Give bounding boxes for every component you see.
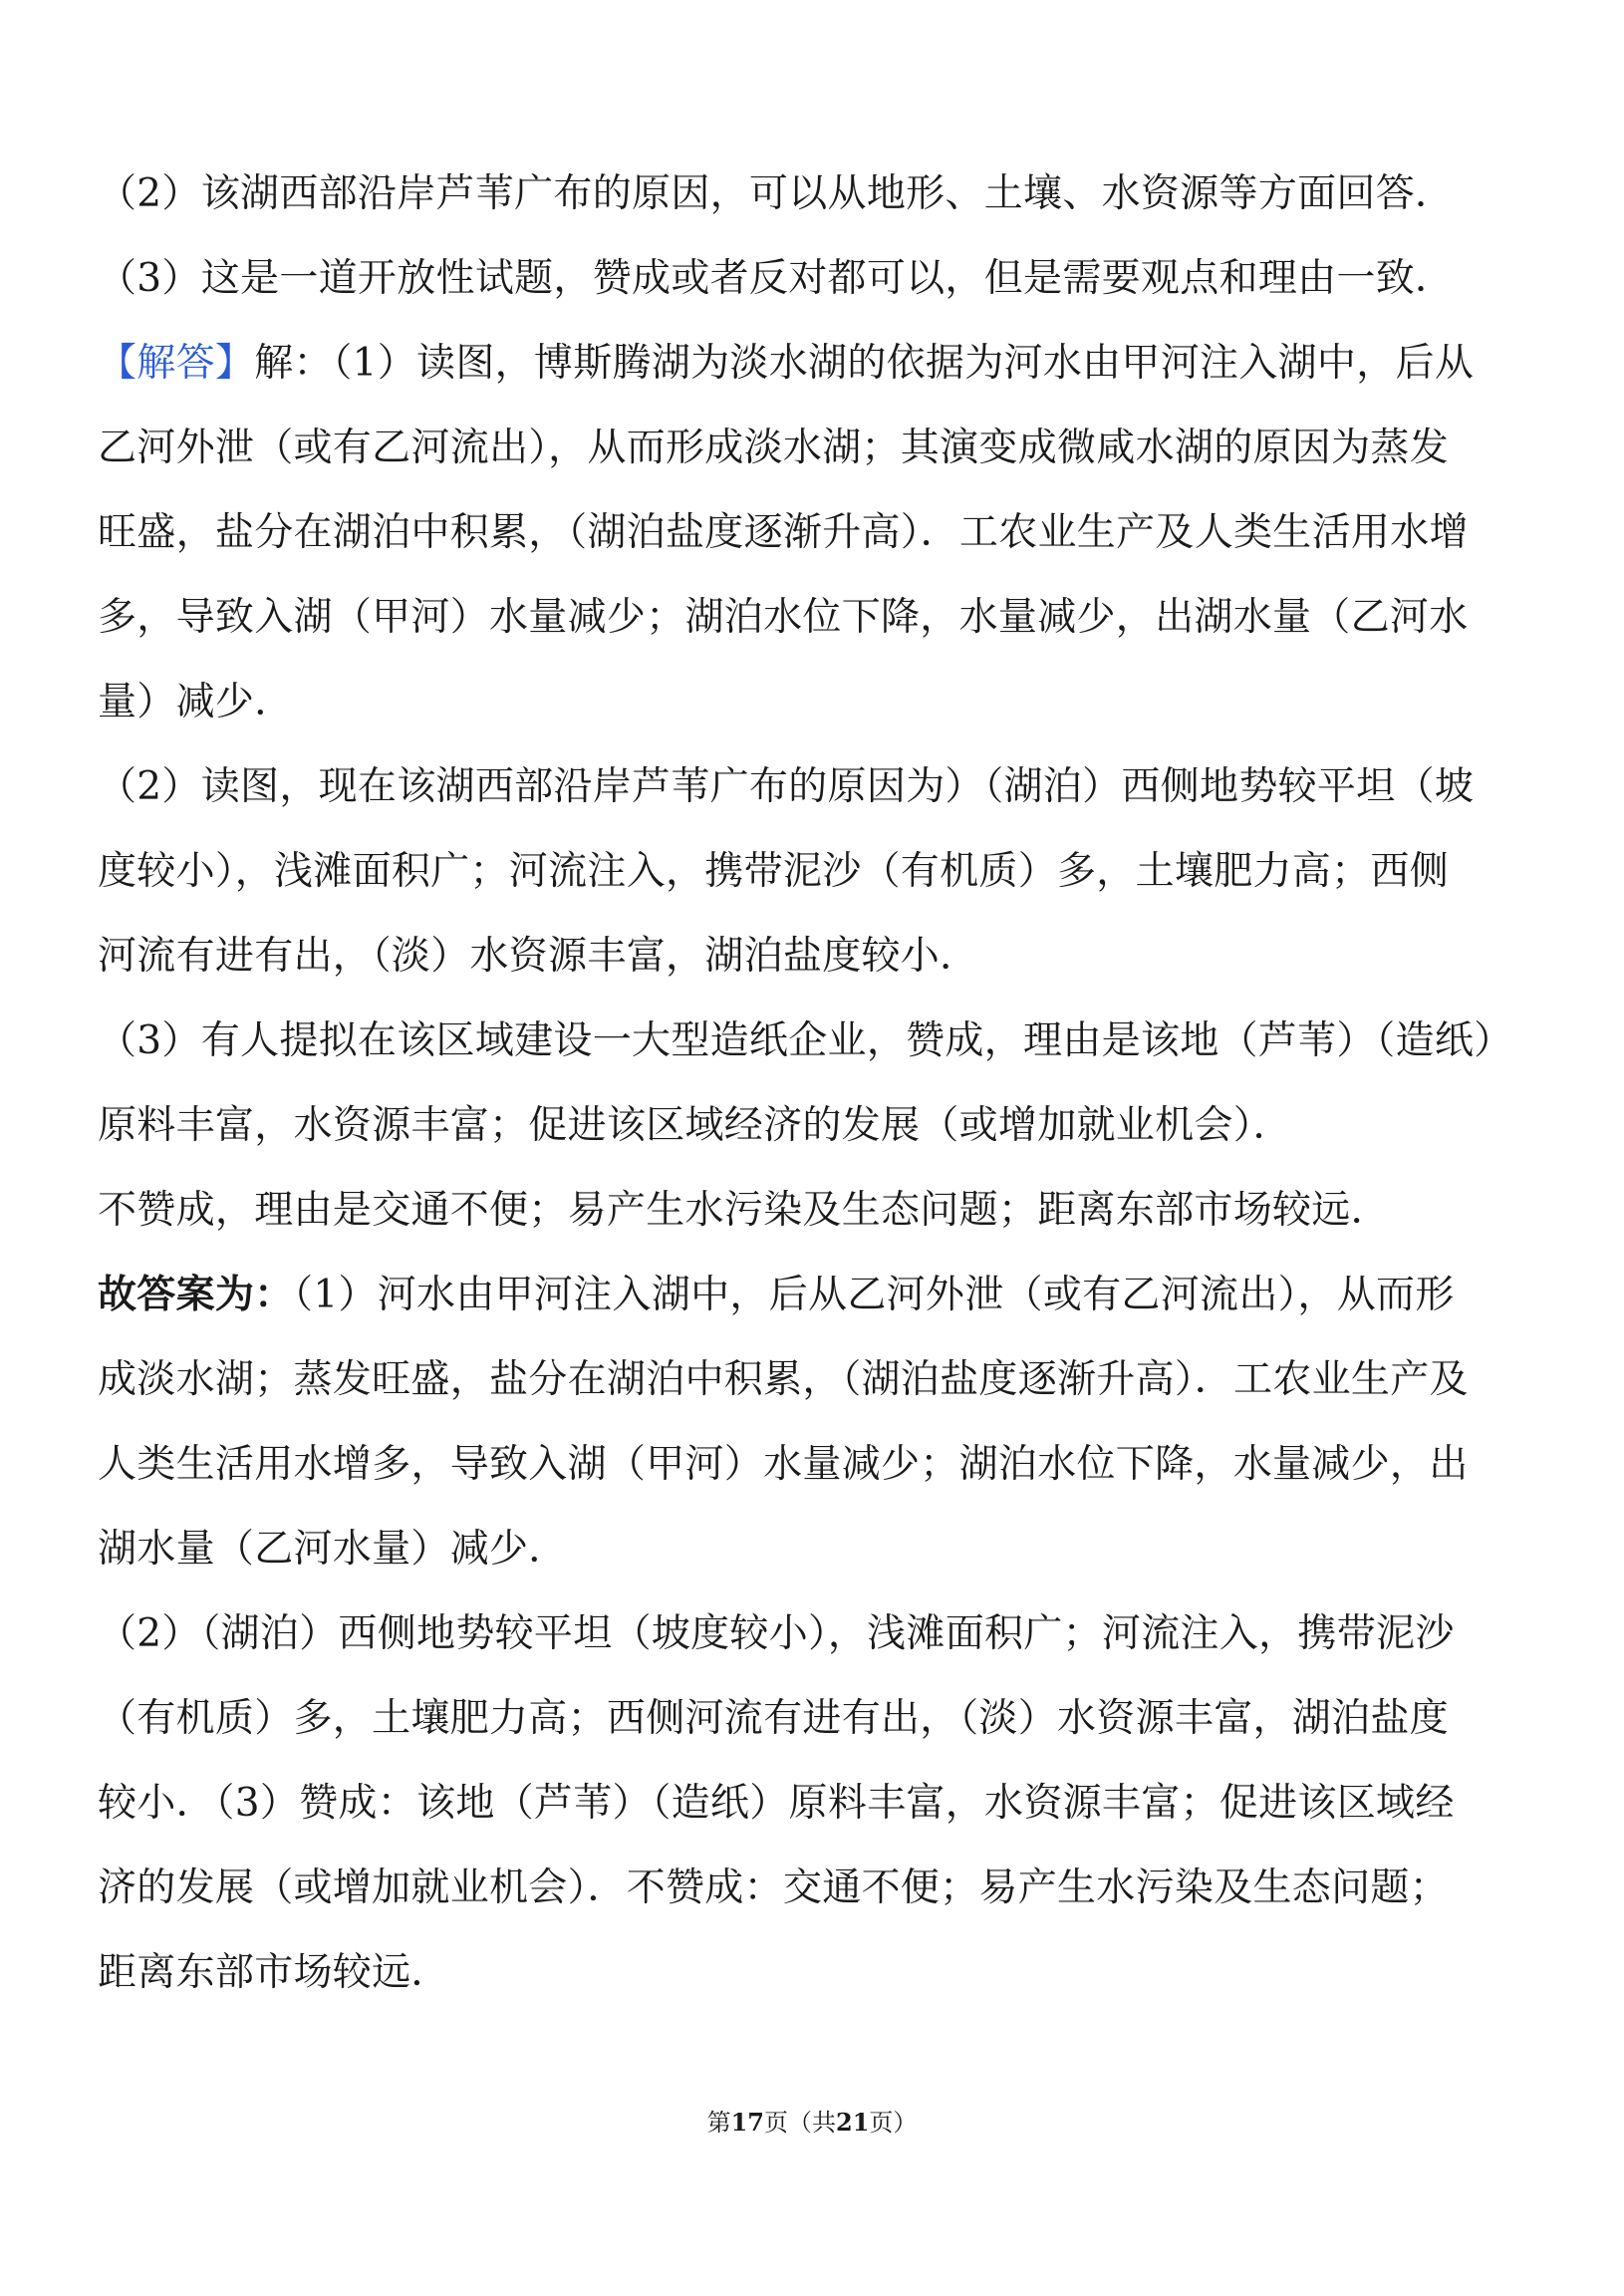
text-line-12: 原料丰富，水资源丰富；促进该区域经济的发展（或增加就业机会）． xyxy=(98,1103,1292,1148)
current-page-number: 17 xyxy=(730,2108,764,2137)
footer-middle: 页（共 xyxy=(764,2109,836,2137)
text-line-9: 度较小），浅滩面积广；河流注入，携带泥沙（有机质）多，土壤肥力高；西侧 xyxy=(98,849,1450,894)
text-line-13: 不赞成，理由是交通不便；易产生水污染及生态问题；距离东部市场较远． xyxy=(98,1188,1390,1233)
text-line-3 xyxy=(98,321,1532,406)
text-line-14 xyxy=(98,1253,1532,1337)
footer-suffix: 页） xyxy=(869,2109,918,2137)
text-line-21: 济的发展（或增加就业机会）．不赞成：交通不便；易产生水污染及生态问题； xyxy=(98,1866,1450,1910)
text-line-20: 较小．（3）赞成：该地（芦苇）（造纸）原料丰富，水资源丰富；促进该区域经 xyxy=(98,1781,1455,1826)
text-line-5: 旺盛，盐分在湖泊中积累，（湖泊盐度逐渐升高）．工农业生产及人类生活用水增 xyxy=(98,510,1469,555)
text-line-16: 人类生活用水增多，导致入湖（甲河）水量减少；湖泊水位下降，水量减少，出 xyxy=(98,1442,1469,1487)
solution-text: 解：（1）读图，博斯腾湖为淡水湖的依据为河水由甲河注入湖中，后从 xyxy=(254,341,1475,386)
text-line-4: 乙河外泄（或有乙河流出），从而形成淡水湖；其演变成微咸水湖的原因为蒸发 xyxy=(98,426,1450,470)
text-line-1: （2）该湖西部沿岸芦苇广布的原因，可以从地形、土壤、水资源等方面回答． xyxy=(98,171,1455,216)
answer-label: 故答案为： xyxy=(98,1272,294,1317)
solution-label: 【解答】 xyxy=(98,341,255,386)
text-line-6: 多，导致入湖（甲河）水量减少；湖泊水位下降，水量减少，出湖水量（乙河水 xyxy=(98,595,1469,640)
answer-text: （1）河水由甲河注入湖中，后从乙河外泄（或有乙河流出），从而形 xyxy=(293,1273,1455,1317)
text-line-22: 距离东部市场较远． xyxy=(98,1950,450,1995)
text-line-8: （2）读图，现在该湖西部沿岸芦苇广布的原因为）（湖泊）西侧地势较平坦（坡 xyxy=(98,764,1475,809)
text-line-2: （3）这是一道开放性试题，赞成或者反对都可以，但是需要观点和理由一致． xyxy=(98,256,1455,301)
answer-content xyxy=(98,151,1532,2015)
text-line-15: 成淡水湖；蒸发旺盛，盐分在湖泊中积累，（湖泊盐度逐渐升高）．工农业生产及 xyxy=(98,1357,1469,1402)
text-line-7: 量）减少． xyxy=(98,680,294,724)
text-line-10: 河流有进有出，（淡）水资源丰富，湖泊盐度较小． xyxy=(98,934,979,979)
text-line-18: （2）（湖泊）西侧地势较平坦（坡度较小），浅滩面积广；河流注入，携带泥沙 xyxy=(98,1611,1455,1656)
total-page-count: 21 xyxy=(836,2108,870,2137)
page-footer xyxy=(0,2103,1624,2138)
footer-prefix: 第 xyxy=(706,2109,731,2137)
text-line-17: 湖水量（乙河水量）减少． xyxy=(98,1527,568,1572)
text-line-19: （有机质）多，土壤肥力高；西侧河流有进有出，（淡）水资源丰富，湖泊盐度 xyxy=(98,1696,1450,1741)
text-line-11: （3）有人提拟在该区域建设一大型造纸企业，赞成，理由是该地（芦苇）（造纸） xyxy=(98,1018,1513,1063)
